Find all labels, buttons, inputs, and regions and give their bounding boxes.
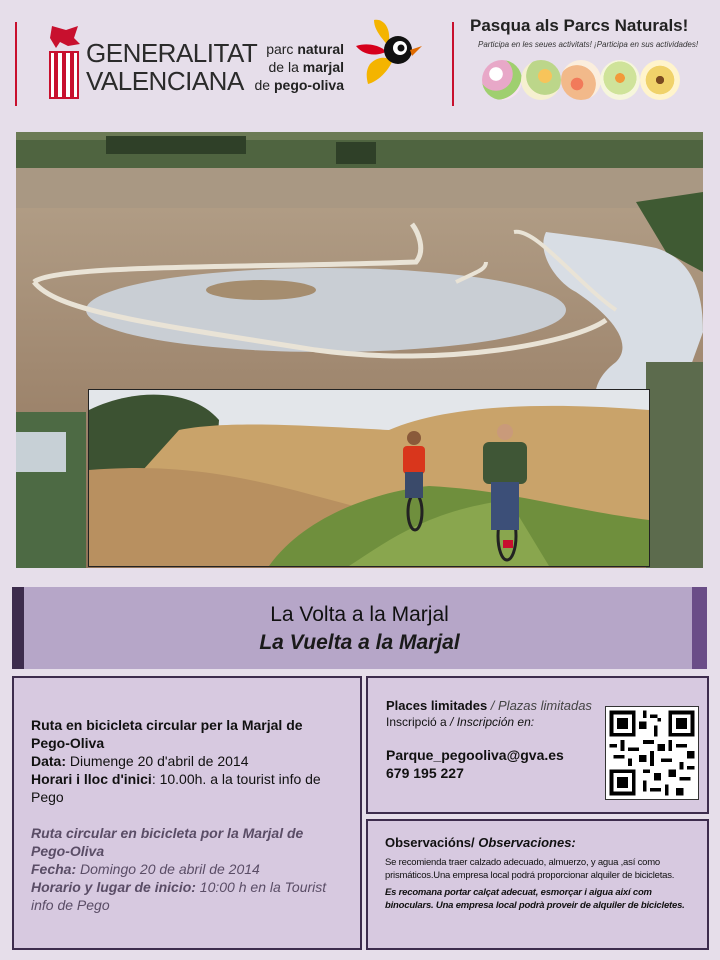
event-details-box (12, 676, 362, 950)
banner-cap-right (692, 587, 707, 669)
event-title-banner (12, 587, 707, 669)
date-value-spanish: Domingo 20 de abril de 2014 (76, 861, 260, 877)
gv-name-line2: VALENCIANA (86, 66, 244, 96)
registration-box (366, 676, 709, 814)
contact-phone[interactable]: 679 195 227 (386, 765, 464, 781)
details-catalan (31, 716, 344, 806)
route-spanish: Ruta circular en bicicleta por la Marjal de Pego-Oliva (31, 825, 304, 859)
parc-natural-name: parc natural de la marjal de pego-oliva (254, 41, 344, 93)
cyclists-photo (88, 389, 650, 567)
contact-email[interactable]: Parque_pegooliva@gva.es (386, 747, 564, 763)
decorative-circle-2 (521, 60, 561, 100)
decorative-circle-5 (640, 60, 680, 100)
gv-name-line1: GENERALITAT (86, 38, 258, 68)
header-divider-right (452, 22, 454, 106)
header-divider-left (15, 22, 17, 106)
decorative-circle-3 (561, 60, 601, 100)
banner-cap-left (12, 587, 24, 669)
limited-places-text: Places limitades / Plazas limitadas (386, 698, 592, 713)
time-label-spanish: Horario y lugar de inicio: (31, 879, 196, 895)
date-label-catalan: Data: (31, 753, 67, 769)
bat-crest-icon (46, 24, 84, 104)
event-title-catalan: La Volta a la Marjal (270, 603, 449, 626)
generalitat-logo (46, 24, 258, 108)
date-value-catalan: Diumenge 20 d'abril de 2014 (66, 753, 249, 769)
observations-text-spanish: Se recomienda traer calzado adecuado, almuerzo, y agua ,así como prismáticos.Una empresa local podrá proporcionar alquiler de bicicletas. (385, 857, 675, 881)
event-title-spanish: La Vuelta a la Marjal (259, 631, 460, 654)
decorative-circle-4 (600, 60, 640, 100)
time-value-catalan: : 10.00h. a la tourist info de Pego (31, 771, 321, 805)
qr-code-icon[interactable] (605, 706, 699, 800)
date-label-spanish: Fecha: (31, 861, 77, 877)
decorative-circle-1 (482, 60, 522, 100)
registration-label: Inscripció a / Inscripción en: (386, 715, 535, 729)
easter-parks-subtitle: Participa en les seues activitats! ¡Participa en sus actividades! (478, 40, 699, 49)
easter-parks-title: Pasqua als Parcs Naturals! (470, 16, 689, 35)
time-label-catalan: Horari i lloc d'inici (31, 771, 152, 787)
observations-text-catalan: Es recomana portar calçat adecuat, esmorçar i aigua així com binoculars. Una empresa local podrà proveir de alquiler de bicicletes. (385, 887, 685, 911)
observations-box (366, 819, 709, 950)
observations-heading: Observacións/ Observaciones: (385, 835, 576, 850)
details-spanish (31, 824, 344, 914)
time-value-spanish: 10:00 h en la Tourist info de Pego (31, 879, 327, 913)
bird-logo-icon (352, 16, 424, 88)
route-catalan: Ruta en bicicleta circular per la Marjal de Pego-Oliva (31, 717, 303, 751)
